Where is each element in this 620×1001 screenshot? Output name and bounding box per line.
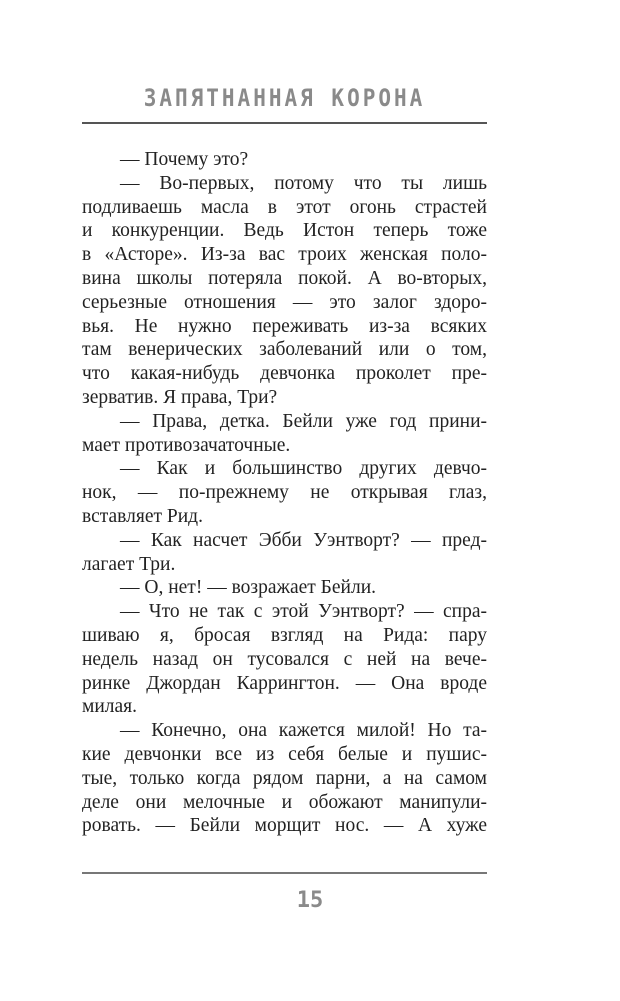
text-line: серьезные отношения — это залог здоро-	[82, 291, 487, 313]
text-line: — Во-первых, потому что ты лишь	[120, 172, 487, 194]
body-text	[82, 148, 487, 838]
text-line: лагает Три.	[82, 553, 176, 575]
text-line: тые, только когда рядом парни, а на самом	[82, 767, 487, 789]
footer-rule	[82, 872, 487, 874]
text-line: — Почему это?	[120, 149, 249, 170]
text-line: ровать. — Бейли морщит нос. — А хуже	[82, 815, 487, 837]
text-line: что какая-нибудь девчонка проколет пре-	[82, 363, 487, 385]
text-line: зерватив. Я права, Три?	[82, 386, 278, 408]
text-line: деле они мелочные и обожают манипули-	[82, 791, 487, 813]
text-line: — Конечно, она кажется милой! Но та-	[120, 720, 487, 742]
text-line: нок, — по-прежнему не открывая глаз,	[82, 482, 487, 504]
text-line: вставляет Рид.	[82, 505, 203, 527]
text-line: и конкуренции. Ведь Истон теперь тоже	[82, 220, 487, 242]
running-head: ЗАПЯТНАННАЯ КОРОНА	[143, 84, 426, 112]
text-line: недель назад он тусовался с ней на вече-	[82, 648, 487, 670]
text-line: в «Асторе». Из-за вас троих женская поло-	[82, 244, 487, 266]
text-line: мает противозачаточные.	[82, 434, 291, 456]
text-line: милая.	[82, 696, 138, 718]
text-line: вья. Не нужно переживать из-за всяких	[82, 315, 487, 337]
text-line: — Как насчет Эбби Уэнтворт? — пред-	[120, 529, 487, 551]
text-line: вина школы потеряла покой. А во-вторых,	[82, 267, 487, 289]
text-line: там венерических заболеваний или о том,	[82, 339, 487, 361]
text-line: — О, нет! — возражает Бейли.	[120, 577, 377, 599]
text-line: шиваю я, бросая взгляд на Рида: пару	[82, 624, 487, 646]
page-number: 15	[296, 888, 324, 913]
text-line: кие девчонки все из себя белые и пушис-	[82, 743, 487, 765]
text-line: — Права, детка. Бейли уже год прини-	[120, 410, 487, 432]
text-line: ринке Джордан Каррингтон. — Она вроде	[82, 672, 487, 694]
text-line: подливаешь масла в этот огонь страстей	[82, 196, 487, 218]
header-rule	[82, 122, 487, 124]
text-line: — Как и большинство других девчо-	[120, 458, 487, 480]
text-line: — Что не так с этой Уэнтворт? — спра-	[120, 601, 487, 623]
